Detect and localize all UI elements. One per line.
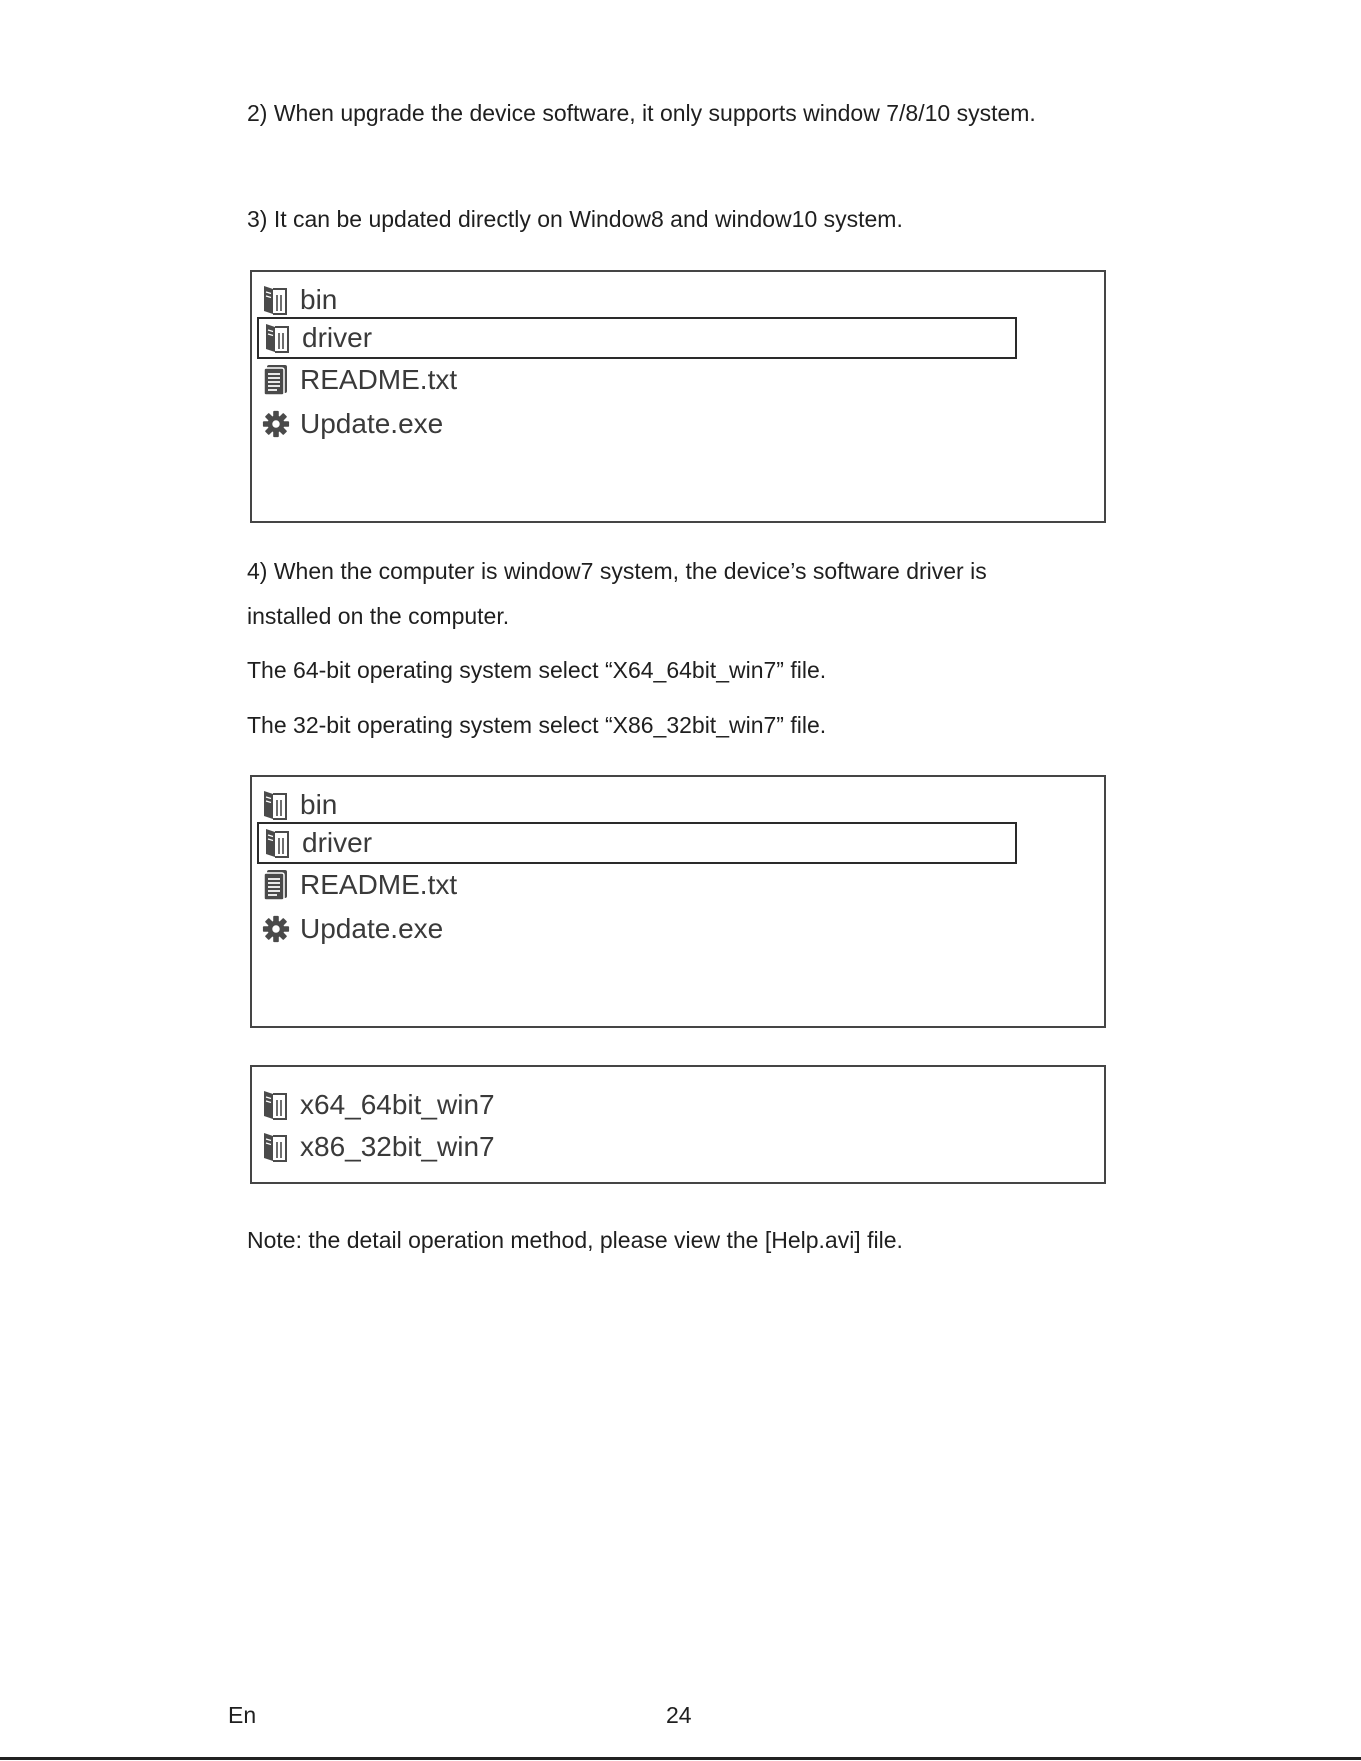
gear-icon [262,408,290,440]
file-item-label: driver [302,322,373,353]
footer-language: En [228,1702,257,1728]
file-item-update[interactable] [262,403,443,445]
file-item-update[interactable] [262,908,443,950]
file-item-bin[interactable] [262,784,337,826]
file-list-panel-2 [250,775,1106,1028]
os-64bit-text: The 64-bit operating system select “X64_64bit_win7” file. [247,657,827,683]
bottom-rule [0,1757,1361,1760]
file-item-x86[interactable] [262,1126,495,1168]
file-item-label: Update.exe [300,913,444,944]
file-item-label: README.txt [300,364,458,395]
file-list-panel-1 [250,270,1106,523]
file-item-x64[interactable] [262,1084,495,1126]
file-item-readme[interactable] [262,359,457,401]
file-item-driver[interactable] [257,317,1017,359]
gear-icon [262,913,290,945]
step-2-text: 2) When upgrade the device software, it only supports window 7/8/10 system. [247,100,1036,126]
os-32bit-text: The 32-bit operating system select “X86_32bit_win7” file. [247,712,827,738]
step-4-text-line1: 4) When the computer is window7 system, the device’s software driver is [247,558,987,584]
file-item-bin[interactable] [262,279,337,321]
folder-icon [262,1089,290,1121]
step-4-text-line2: installed on the computer. [247,603,510,629]
folder-icon [262,789,290,821]
folder-icon [264,827,292,859]
file-item-label: Update.exe [300,408,444,439]
folder-icon [264,322,292,354]
document-icon [262,869,290,901]
file-item-label: bin [300,789,338,820]
file-item-label: x64_64bit_win7 [300,1089,495,1120]
note-text: Note: the detail operation method, please view the [Help.avi] file. [247,1227,903,1253]
file-list-panel-3 [250,1065,1106,1184]
file-item-label: driver [302,827,373,858]
page-number: 24 [666,1702,692,1728]
file-item-label: bin [300,284,338,315]
file-item-readme[interactable] [262,864,457,906]
step-3-text: 3) It can be updated directly on Window8 and window10 system. [247,206,903,232]
document-icon [262,364,290,396]
file-item-label: x86_32bit_win7 [300,1131,495,1162]
folder-icon [262,1131,290,1163]
file-item-driver[interactable] [257,822,1017,864]
folder-icon [262,284,290,316]
file-item-label: README.txt [300,869,458,900]
